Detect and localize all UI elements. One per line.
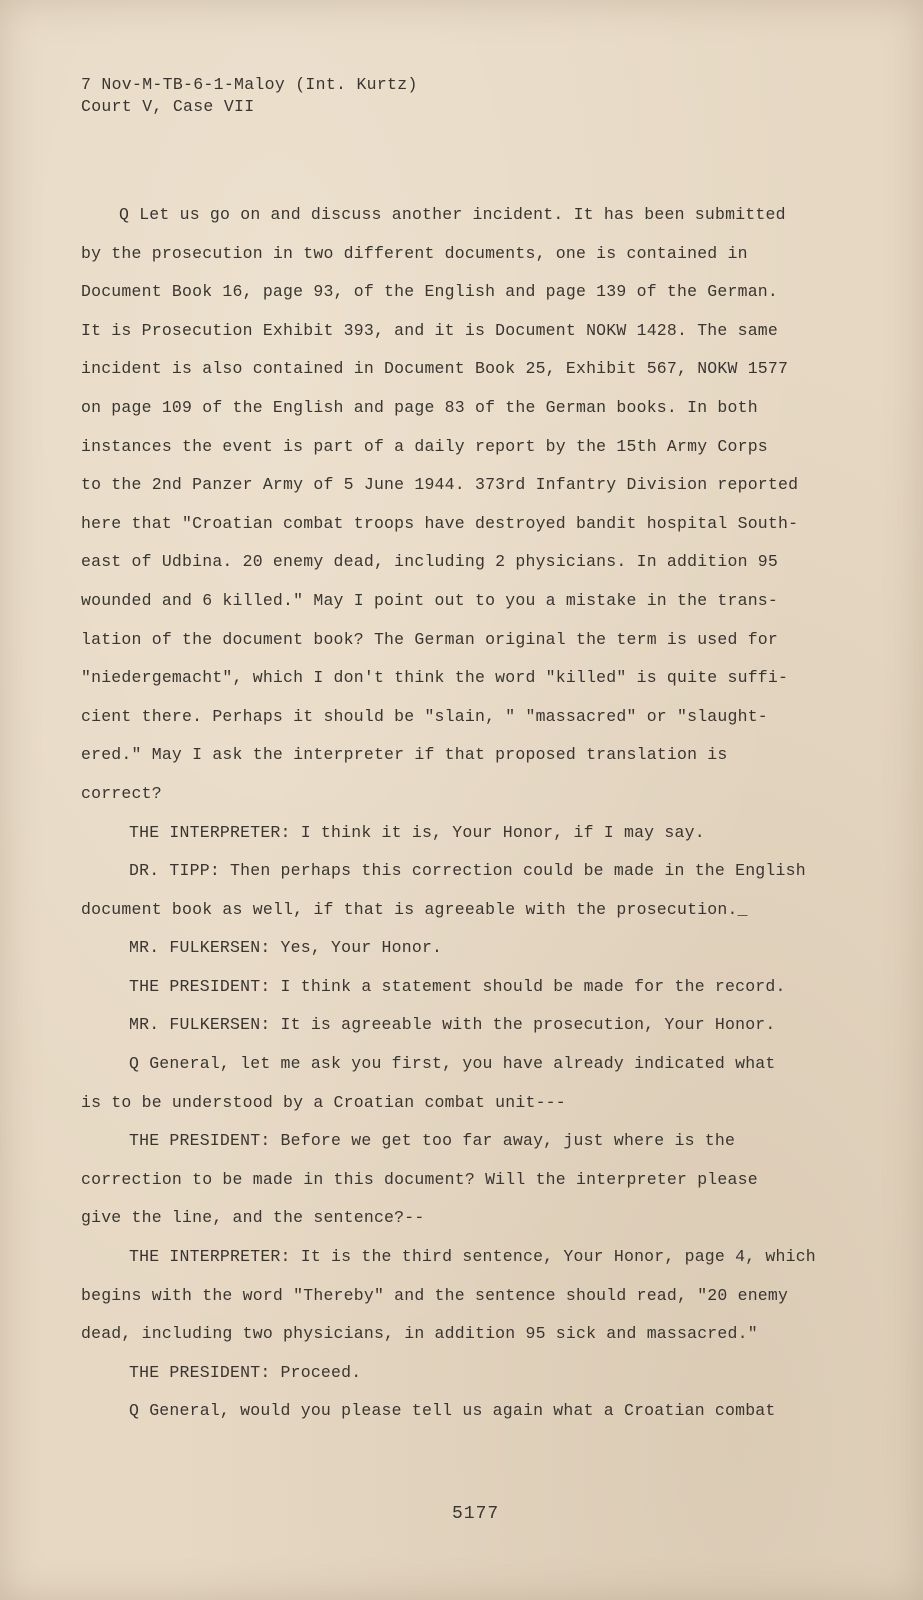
transcript-line: instances the event is part of a daily report by the 15th Army Corps	[81, 436, 768, 456]
transcript-line: Document Book 16, page 93, of the English and page 139 of the German.	[81, 282, 779, 302]
transcript-line: Q Let us go on and discuss another incident. It has been submitted	[119, 205, 786, 224]
page-number: 5177	[452, 1504, 500, 1524]
transcript-line: on page 109 of the English and page 83 of the German books. In both	[81, 397, 758, 417]
transcript-line: dead, including two physicians, in addition 95 sick and massacred."	[81, 1324, 758, 1344]
transcript-line: to the 2nd Panzer Army of 5 June 1944. 373rd Infantry Division reported	[81, 475, 799, 495]
transcript-line: give the line, and the sentence?--	[81, 1208, 425, 1228]
transcript-line: by the prosecution in two different documents, one is contained in	[81, 243, 748, 263]
transcript-body	[81, 196, 851, 1431]
header-session-line: 7 Nov-M-TB-6-1-Maloy (Int. Kurtz)	[81, 75, 418, 94]
transcript-line: THE PRESIDENT: Before we get too far away, just where is the	[129, 1131, 736, 1151]
transcript-line: DR. TIPP: Then perhaps this correction could be made in the English	[129, 861, 806, 881]
transcript-line: THE INTERPRETER: I think it is, Your Honor, if I may say.	[129, 822, 705, 842]
transcript-line: MR. FULKERSEN: It is agreeable with the prosecution, Your Honor.	[129, 1015, 776, 1035]
transcript-line: lation of the document book? The German original the term is used for	[81, 629, 779, 649]
transcript-line: ered." May I ask the interpreter if that proposed translation is	[81, 745, 728, 765]
transcript-line: THE PRESIDENT: Proceed.	[129, 1362, 362, 1382]
transcript-line: It is Prosecution Exhibit 393, and it is Document NOKW 1428. The same	[81, 320, 779, 340]
transcript-line: Q General, let me ask you first, you have already indicated what	[129, 1054, 776, 1074]
transcript-line: correction to be made in this document? Will the interpreter please	[81, 1169, 758, 1189]
transcript-line: wounded and 6 killed." May I point out to you a mistake in the trans-	[81, 590, 779, 610]
transcript-line: here that "Croatian combat troops have destroyed bandit hospital South-	[81, 513, 799, 533]
transcript-line: Q General, would you please tell us again what a Croatian combat	[129, 1401, 776, 1421]
header-court-line: Court V, Case VII	[81, 97, 255, 116]
transcript-line: THE INTERPRETER: It is the third sentence, Your Honor, page 4, which	[129, 1247, 816, 1267]
transcript-line: cient there. Perhaps it should be "slain, " "massacred" or "slaught-	[81, 706, 768, 726]
transcript-line: MR. FULKERSEN: Yes, Your Honor.	[129, 938, 443, 958]
transcript-line: east of Udbina. 20 enemy dead, including 2 physicians. In addition 95	[81, 552, 779, 572]
transcript-line: correct?	[81, 783, 162, 803]
document-header	[81, 74, 418, 118]
transcript-line: is to be understood by a Croatian combat unit---	[81, 1092, 566, 1112]
transcript-line: "niedergemacht", which I don't think the word "killed" is quite suffi-	[81, 668, 789, 688]
transcript-line: document book as well, if that is agreeable with the prosecution._	[81, 899, 748, 919]
transcript-line: THE PRESIDENT: I think a statement should be made for the record.	[129, 976, 786, 996]
transcript-line: begins with the word "Thereby" and the sentence should read, "20 enemy	[81, 1285, 789, 1305]
transcript-line: incident is also contained in Document Book 25, Exhibit 567, NOKW 1577	[81, 359, 789, 379]
